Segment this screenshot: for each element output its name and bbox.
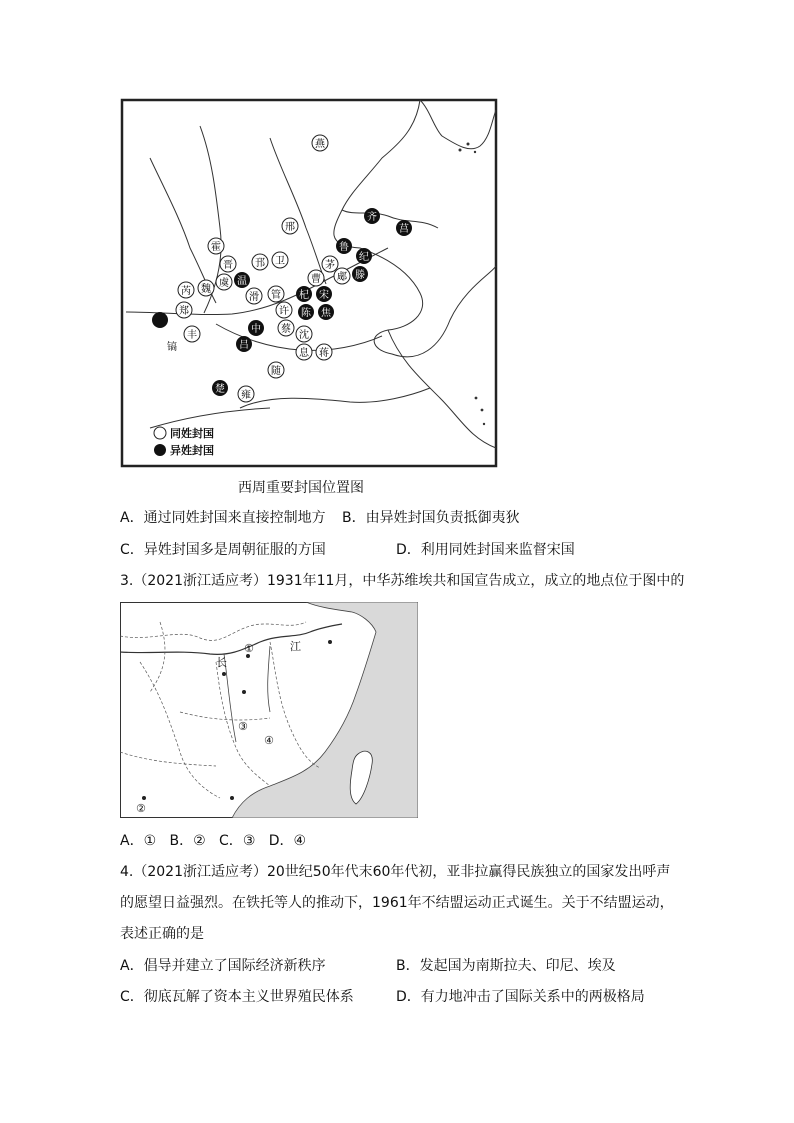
svg-text:齐: 齐 (367, 212, 377, 223)
state-rui-marker (178, 282, 194, 298)
state-wen-marker (234, 272, 250, 288)
q4-stem-line1: 4.（2021浙江适应考）20世纪50年代末60年代初，亚非拉赢得民族独立的国家发出呼声 (120, 864, 671, 880)
state-qi-marker (364, 208, 380, 224)
q2-option-a: A．通过同姓封国来直接控制地方 (120, 510, 326, 526)
svg-text:卫: 卫 (275, 256, 285, 267)
state-yu-marker (252, 254, 268, 270)
svg-text:燕: 燕 (315, 139, 325, 150)
svg-text:丰: 丰 (187, 330, 197, 341)
q4-stem-line3: 表述正确的是 (120, 926, 204, 942)
svg-text:吕: 吕 (239, 340, 249, 351)
q4-option-d: D．有力地冲击了国际关系中的两极格局 (396, 989, 645, 1005)
svg-text:邢: 邢 (285, 222, 295, 233)
svg-text:楚: 楚 (215, 384, 225, 395)
state-yong-marker (238, 386, 254, 402)
svg-text:茅: 茅 (325, 260, 335, 271)
svg-text:管: 管 (271, 290, 281, 301)
state-feng-marker (184, 326, 200, 342)
state-wei2-marker (198, 280, 214, 296)
q3-option-b: B．② (169, 833, 206, 849)
svg-text:陈: 陈 (301, 308, 311, 319)
q4-stem-line2: 的愿望日益强烈。在铁托等人的推动下，1961年不结盟运动正式诞生。关于不结盟运动， (120, 895, 674, 911)
state-hao-label (167, 340, 177, 353)
state-yan-marker (312, 135, 328, 151)
svg-text:滑: 滑 (249, 292, 259, 303)
svg-text:鲁: 鲁 (339, 242, 349, 253)
svg-text:莒: 莒 (399, 224, 409, 235)
marker-4: ④ (264, 734, 274, 747)
svg-text:芮: 芮 (181, 286, 191, 297)
svg-text:随: 随 (271, 366, 281, 377)
svg-text:宋: 宋 (319, 290, 329, 301)
svg-text:邘: 邘 (255, 258, 265, 269)
q3-options (120, 831, 306, 851)
state-xu-marker (276, 302, 292, 318)
state-hua-marker (246, 288, 262, 304)
marker-3: ③ (238, 720, 248, 733)
state-guan-marker (268, 286, 284, 302)
map-caption: 西周重要封国位置图 (238, 480, 364, 496)
state-cai-marker (278, 320, 294, 336)
q4-option-c: C．彻底瓦解了资本主义世界殖民体系 (120, 989, 354, 1005)
state-zhong-marker (248, 320, 264, 336)
svg-text:曹: 曹 (311, 274, 321, 285)
western-zhou-fief-map (120, 98, 498, 468)
state-qi2-marker (296, 286, 312, 302)
svg-text:同姓封国: 同姓封国 (170, 427, 214, 440)
state-teng-marker (352, 266, 368, 282)
q2-option-d: D．利用同姓封国来监督宋国 (396, 542, 575, 558)
marker-1: ① (244, 642, 254, 655)
svg-text:异姓封国: 异姓封国 (170, 444, 214, 457)
state-zheng-marker (176, 302, 192, 318)
q4-option-a: A．倡导并建立了国际经济新秩序 (120, 958, 326, 974)
q4-option-b: B．发起国为南斯拉夫、印尼、埃及 (396, 958, 616, 974)
svg-text:蒋: 蒋 (319, 348, 329, 359)
state-xing-marker (282, 218, 298, 234)
q2-option-c: C．异姓封国多是周朝征服的方国 (120, 542, 326, 558)
state-sui-marker (268, 362, 284, 378)
svg-text:温: 温 (237, 276, 247, 287)
state-cao-marker (308, 270, 324, 286)
svg-text:镐: 镐 (167, 342, 177, 353)
q3-option-c: C．③ (219, 833, 256, 849)
china-southeast-map (120, 602, 418, 818)
state-yu2-marker (216, 274, 232, 290)
q3-stem: 3.（2021浙江适应考）1931年11月，中华苏维埃共和国宣告成立，成立的地点位于图中的 (120, 573, 685, 589)
state-wei-marker (272, 252, 288, 268)
svg-text:息: 息 (299, 348, 309, 359)
svg-text:晋: 晋 (223, 260, 233, 271)
label-chang: 长 (216, 656, 227, 669)
q2-option-b: B．由异姓封国负责抵御夷狄 (342, 510, 520, 526)
state-lu-marker (336, 238, 352, 254)
svg-text:魏: 魏 (201, 284, 211, 295)
state-ju-marker (396, 220, 412, 236)
svg-text:中: 中 (251, 324, 261, 335)
state-xi-marker (296, 344, 312, 360)
state-cheng-marker (334, 268, 350, 284)
svg-text:杞: 杞 (299, 290, 309, 301)
state-chu-marker (212, 380, 228, 396)
state-jin-marker (220, 256, 236, 272)
state-huo-marker (208, 238, 224, 254)
svg-text:许: 许 (279, 306, 289, 317)
state-ruo-marker (152, 312, 168, 328)
svg-text:滕: 滕 (355, 270, 365, 281)
svg-text:蔡: 蔡 (281, 324, 291, 335)
svg-text:郕: 郕 (337, 272, 347, 283)
state-lv-marker (236, 336, 252, 352)
svg-text:焦: 焦 (321, 308, 331, 319)
svg-text:郑: 郑 (179, 306, 189, 317)
svg-text:虞: 虞 (219, 278, 229, 289)
q3-option-a: A．① (120, 833, 157, 849)
state-ji-marker (356, 248, 372, 264)
svg-text:霍: 霍 (211, 242, 221, 253)
label-jiang: 江 (290, 640, 301, 653)
state-mao-marker (322, 256, 338, 272)
state-jiao-marker (318, 304, 334, 320)
state-chen-marker (298, 304, 314, 320)
state-shen-marker (296, 326, 312, 342)
q3-option-d: D．④ (268, 833, 307, 849)
state-jiang-marker (316, 344, 332, 360)
svg-text:沈: 沈 (299, 330, 309, 341)
svg-text:雍: 雍 (241, 390, 251, 401)
state-song-marker (316, 286, 332, 302)
marker-2: ② (136, 802, 146, 815)
svg-text:纪: 纪 (359, 252, 369, 263)
